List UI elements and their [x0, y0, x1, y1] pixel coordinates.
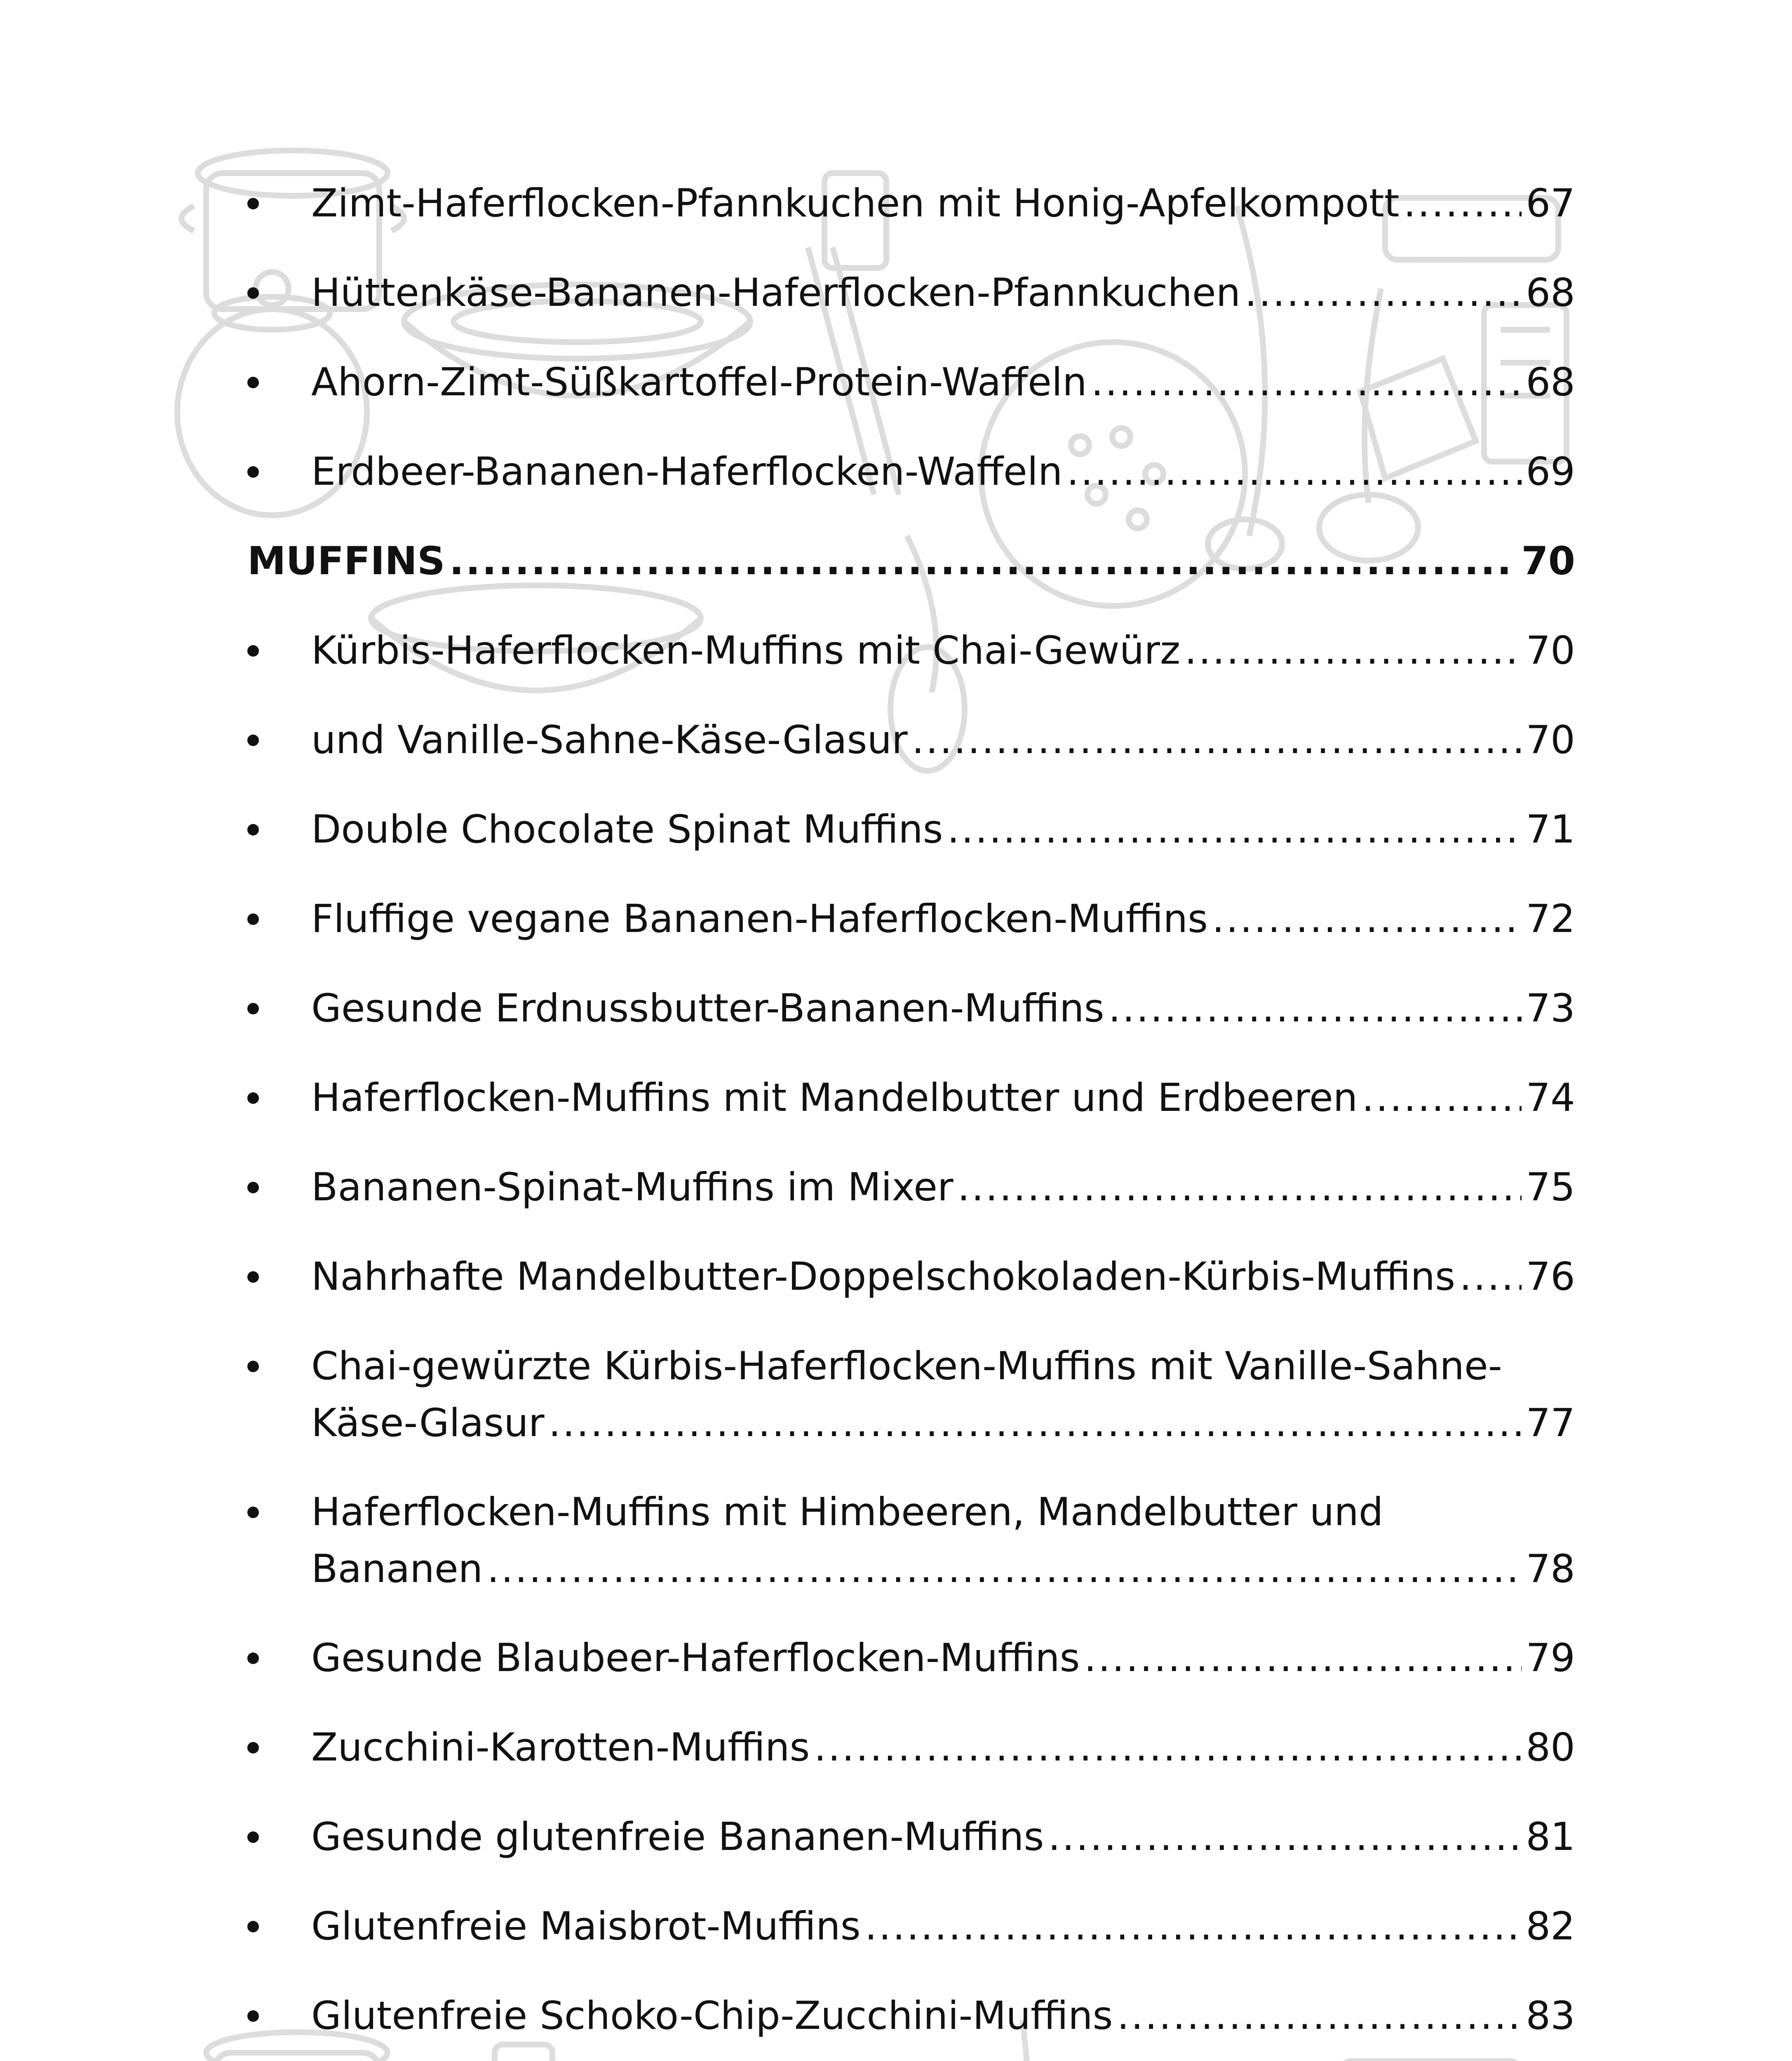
bullet-icon — [247, 1271, 259, 1283]
dot-leader — [1184, 622, 1522, 679]
toc-entry-title: Gesunde glutenfreie Bananen-Muffins — [311, 1815, 1044, 1859]
toc-entry-page: 75 — [1526, 1165, 1575, 1210]
dot-leader — [1212, 891, 1522, 948]
toc-entry-page: 83 — [1526, 1993, 1575, 2038]
dot-leader — [1066, 444, 1522, 500]
toc-entry[interactable] — [311, 1988, 1575, 2045]
bullet-icon — [247, 466, 259, 478]
toc-entry-page: 74 — [1526, 1075, 1575, 1120]
bullet-icon — [247, 824, 259, 836]
bullet-icon — [247, 198, 259, 209]
toc-entry-title-line2: Bananen — [311, 1547, 483, 1592]
toc-entry-title-line2: Käse-Glasur — [311, 1401, 545, 1446]
toc-entry[interactable] — [311, 175, 1575, 232]
toc-entry-title: Fluffige vegane Bananen-Haferflocken-Muffins — [311, 897, 1208, 941]
dot-leader — [1117, 1988, 1522, 2045]
toc-entry-page: 73 — [1526, 986, 1575, 1031]
toc-entry-page: 68 — [1526, 270, 1575, 315]
toc-entry[interactable] — [311, 1630, 1575, 1687]
toc-entry[interactable] — [311, 1484, 1575, 1598]
toc-entry[interactable] — [311, 891, 1575, 948]
toc-entry[interactable] — [311, 980, 1575, 1037]
bullet-icon — [247, 1003, 259, 1014]
dot-leader — [912, 712, 1522, 769]
dot-leader — [487, 1541, 1522, 1598]
toc-entry-title: Erdbeer-Bananen-Haferflocken-Waffeln — [311, 449, 1063, 494]
dot-leader — [814, 1719, 1522, 1776]
section-page: 70 — [1521, 539, 1575, 584]
toc-entry[interactable] — [311, 1898, 1575, 1955]
toc-entry-title: Hüttenkäse-Bananen-Haferflocken-Pfannkuchen — [311, 270, 1241, 315]
toc-entry-page: 70 — [1526, 628, 1575, 673]
dot-leader — [865, 1898, 1522, 1955]
glass-icon — [495, 2045, 552, 2061]
toc-entry[interactable] — [311, 1338, 1575, 1452]
toc-entry-title: Gesunde Blaubeer-Haferflocken-Muffins — [311, 1636, 1080, 1681]
dot-leader — [549, 1395, 1522, 1452]
toc-entry[interactable] — [311, 1719, 1575, 1776]
bullet-icon — [247, 1921, 259, 1932]
dot-leader — [1091, 354, 1522, 411]
bullet-icon — [247, 287, 259, 299]
toc-entry-title-line1: Haferflocken-Muffins mit Himbeeren, Mandelbutter und — [311, 1490, 1383, 1535]
toc-entry-title-line1: Chai-gewürzte Kürbis-Haferflocken-Muffins mit Vanille-Sahne- — [311, 1344, 1502, 1389]
bullet-icon — [247, 1361, 259, 1372]
bullet-icon — [247, 735, 259, 746]
toc-entry[interactable] — [311, 1070, 1575, 1127]
bullet-icon — [247, 1742, 259, 1753]
toc-entry-title: Ahorn-Zimt-Süßkartoffel-Protein-Waffeln — [311, 360, 1087, 405]
toc-entry-page: 78 — [1526, 1547, 1575, 1592]
toc-entry-title: und Vanille-Sahne-Käse-Glasur — [311, 718, 908, 763]
toc-entry-page: 82 — [1526, 1904, 1575, 1949]
toc-entry-title: Bananen-Spinat-Muffins im Mixer — [311, 1165, 954, 1210]
dot-leader — [1404, 175, 1522, 232]
dot-leader — [1109, 980, 1522, 1037]
toc-entry-title: Zucchini-Karotten-Muffins — [311, 1725, 810, 1770]
toc-entry-page: 68 — [1526, 360, 1575, 405]
dot-leader — [1459, 1249, 1522, 1305]
dot-leader — [1362, 1070, 1522, 1127]
toc-entry[interactable] — [311, 801, 1575, 858]
toc-entry-page: 71 — [1526, 807, 1575, 852]
toc-entry[interactable] — [311, 712, 1575, 769]
toc-entry-page: 79 — [1526, 1636, 1575, 1681]
toc-entry-title: Kürbis-Haferflocken-Muffins mit Chai-Gewürz — [311, 628, 1181, 673]
toc-entry-page: 70 — [1526, 718, 1575, 763]
toc-entry[interactable] — [311, 1249, 1575, 1305]
toc-entry-title: Glutenfreie Schoko-Chip-Zucchini-Muffins — [311, 1993, 1113, 2038]
toc-entry-page: 69 — [1526, 449, 1575, 494]
dot-leader — [947, 801, 1522, 858]
bullet-icon — [247, 645, 259, 657]
dot-leader — [1084, 1630, 1522, 1687]
bullet-icon — [247, 1182, 259, 1193]
toc-entry-title: Glutenfreie Maisbrot-Muffins — [311, 1904, 861, 1949]
toc-entry[interactable] — [311, 1159, 1575, 1216]
toc-entry-title: Nahrhafte Mandelbutter-Doppelschokoladen-Kürbis-Muffins — [311, 1254, 1456, 1299]
toc-entry-page: 80 — [1526, 1725, 1575, 1770]
toc-entry-title: Double Chocolate Spinat Muffins — [311, 807, 943, 852]
toc-entry-page: 72 — [1526, 897, 1575, 941]
toc-entry-title: Gesunde Erdnussbutter-Bananen-Muffins — [311, 986, 1104, 1031]
toc-entry-page: 77 — [1526, 1401, 1575, 1446]
dot-leader — [1245, 265, 1522, 322]
toc-entry-title: Haferflocken-Muffins mit Mandelbutter und Erdbeeren — [311, 1075, 1358, 1120]
toc-section-heading[interactable] — [247, 533, 1575, 590]
toc-entry[interactable] — [311, 1809, 1575, 1866]
bullet-icon — [247, 913, 259, 925]
toc-entry[interactable] — [311, 265, 1575, 322]
bullet-icon — [247, 377, 259, 388]
dot-leader — [958, 1159, 1522, 1216]
bullet-icon — [247, 1831, 259, 1843]
bullet-icon — [247, 1653, 259, 1664]
toc-entry[interactable] — [311, 354, 1575, 411]
toc-entry[interactable] — [311, 444, 1575, 500]
bullet-icon — [247, 1092, 259, 1104]
toc-entry-page: 67 — [1526, 181, 1575, 226]
section-title: MUFFINS — [247, 539, 445, 584]
toc-entry-page: 76 — [1526, 1254, 1575, 1299]
toc-entry-title: Zimt-Haferflocken-Pfannkuchen mit Honig-Apfelkompott — [311, 181, 1400, 226]
dot-leader — [1048, 1809, 1522, 1866]
dot-leader — [449, 533, 1517, 590]
toc-entry-page: 81 — [1526, 1815, 1575, 1859]
bullet-icon — [247, 2010, 259, 2022]
bullet-icon — [247, 1507, 259, 1518]
toc-entry[interactable] — [311, 622, 1575, 679]
